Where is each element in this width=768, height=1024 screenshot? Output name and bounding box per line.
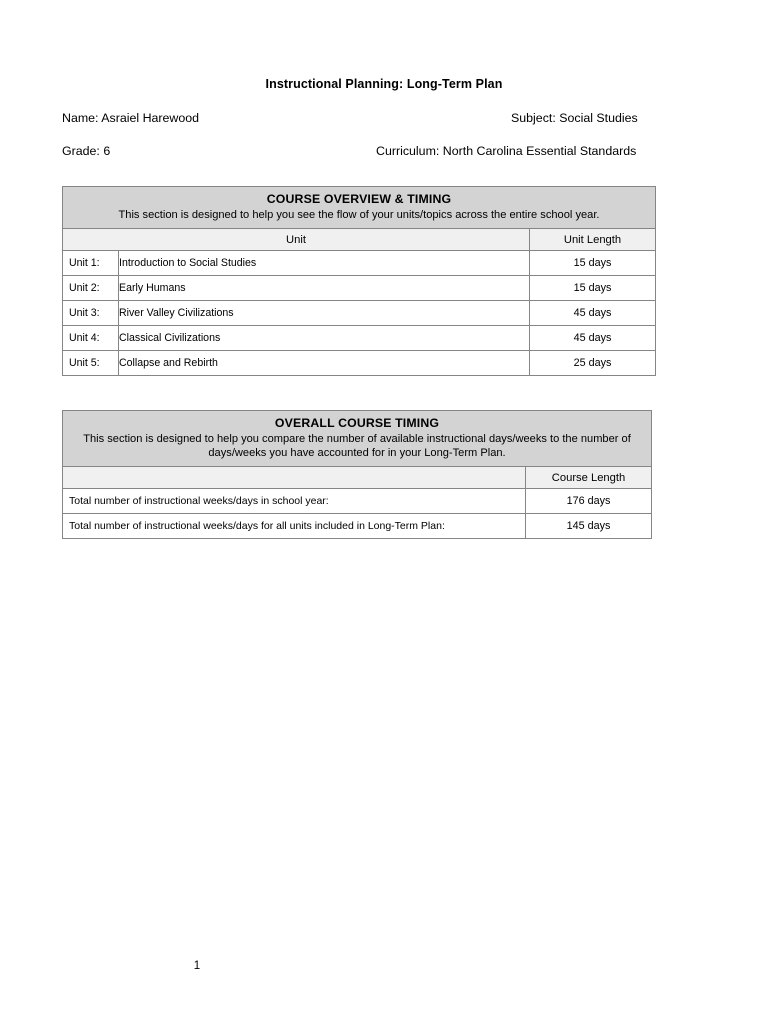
unit-number: Unit 4: [63,326,119,351]
unit-length: 15 days [530,251,656,276]
column-header-blank [63,467,526,489]
unit-number: Unit 2: [63,276,119,301]
column-header-unit: Unit [63,229,530,251]
table-row [63,351,656,376]
course-overview-table [62,186,656,376]
page-number: 1 [193,960,201,972]
table-row [63,301,656,326]
meta-name: Name: Asraiel Harewood [62,111,200,125]
page-title: Instructional Planning: Long-Term Plan [265,77,503,91]
column-header-course-length: Course Length [526,467,652,489]
unit-length: 45 days [530,326,656,351]
unit-name: Classical Civilizations [119,326,530,351]
unit-name: Early Humans [119,276,530,301]
meta-curriculum: Curriculum: North Carolina Essential Standards [376,144,637,158]
course-overview-band [63,187,656,229]
course-overview-header-row [63,229,656,251]
table-row [63,276,656,301]
unit-number: Unit 1: [63,251,119,276]
unit-length: 15 days [530,276,656,301]
course-overview-band-row [63,187,656,229]
meta-subject: Subject: Social Studies [511,111,638,125]
unit-name: Collapse and Rebirth [119,351,530,376]
unit-name: River Valley Civilizations [119,301,530,326]
unit-number: Unit 5: [63,351,119,376]
timing-label: Total number of instructional weeks/days in school year: [63,489,526,514]
overall-timing-band-row [63,411,652,467]
unit-name: Introduction to Social Studies [119,251,530,276]
column-header-unit-length: Unit Length [530,229,656,251]
course-overview-band-title: COURSE OVERVIEW & TIMING [266,192,452,206]
course-overview-band-subtitle: This section is designed to help you see the flow of your units/topics across the entire school year. [118,209,600,221]
overall-timing-band-subtitle: This section is designed to help you compare the number of available instructional days/weeks to the number of days/weeks you have accounted for in your Long-Term Plan. [83,433,631,459]
course-length: 145 days [526,514,652,539]
table-row [63,489,652,514]
table-row [63,514,652,539]
unit-length: 45 days [530,301,656,326]
timing-label: Total number of instructional weeks/days for all units included in Long-Term Plan: [63,514,526,539]
unit-number: Unit 3: [63,301,119,326]
table-row [63,326,656,351]
course-length: 176 days [526,489,652,514]
overall-timing-header-row [63,467,652,489]
overall-timing-band-title: OVERALL COURSE TIMING [274,416,440,430]
overall-timing-band [63,411,652,467]
unit-length: 25 days [530,351,656,376]
table-row [63,251,656,276]
overall-timing-table [62,410,652,539]
meta-grade: Grade: 6 [62,144,111,158]
